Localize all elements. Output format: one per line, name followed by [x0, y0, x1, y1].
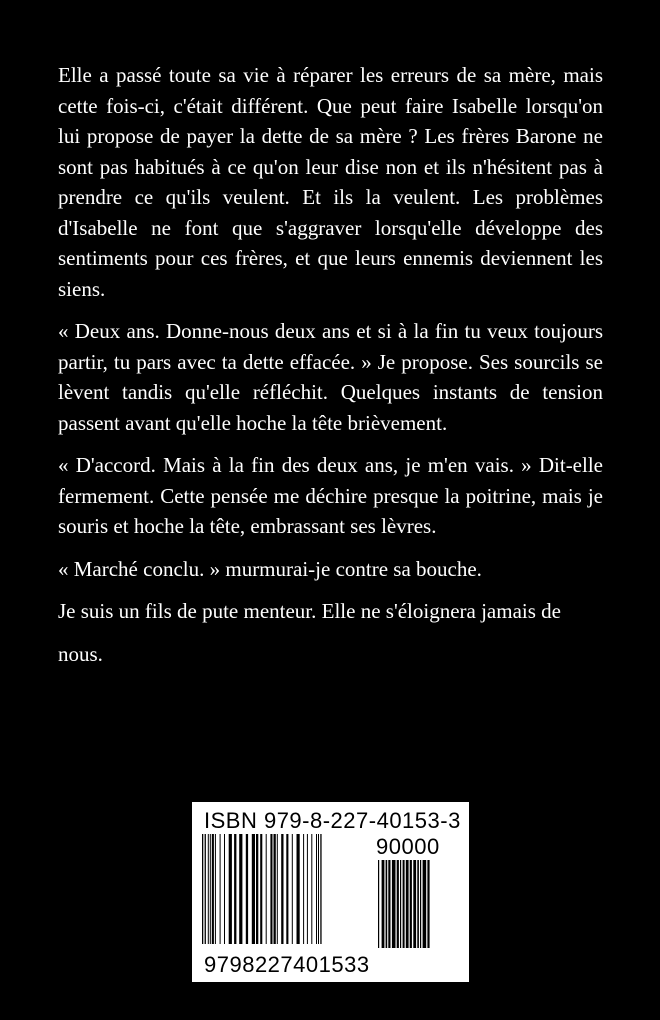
barcode-bar	[410, 860, 412, 948]
barcode-bar	[208, 834, 209, 944]
back-cover-blurb	[58, 60, 603, 681]
barcode-bar	[311, 834, 312, 944]
isbn-barcode	[192, 802, 469, 982]
barcode-bar	[392, 860, 396, 948]
barcode-bar	[220, 834, 221, 944]
barcode-bar	[202, 834, 203, 944]
barcode-bar	[420, 860, 421, 948]
barcode-bar	[252, 834, 255, 944]
barcode-bar	[413, 860, 416, 948]
barcode-bar	[270, 834, 272, 944]
barcode-bar	[382, 860, 385, 948]
price-code: 90000	[376, 834, 440, 859]
barcode-bar	[256, 834, 258, 944]
barcode-bar	[229, 834, 232, 944]
barcode-bar	[316, 834, 317, 944]
blurb-paragraph: « Deux ans. Donne-nous deux ans et si à la fin tu veux toujours partir, tu pars avec ta dette effacée. » Je propose. Ses sourcils se lèvent tandis qu'elle réfléchit. Quelques instants de tension passent avant qu'elle hoche la tête brièvement.	[58, 319, 603, 435]
barcode-bar	[281, 834, 283, 944]
barcode-bar	[303, 834, 304, 944]
barcode-bar	[388, 860, 390, 948]
ean-digits: 9798227401533	[204, 952, 370, 977]
barcode-bar	[234, 834, 236, 944]
barcode-bar	[286, 834, 288, 944]
barcode-bar	[378, 860, 379, 948]
ean13-barcode-bars	[202, 834, 370, 952]
barcode-bar	[239, 834, 242, 944]
barcode-bar	[277, 834, 278, 944]
barcode-bar	[260, 834, 262, 944]
barcode-bar	[403, 860, 405, 948]
blurb-paragraph: Je suis un fils de pute menteur. Elle ne s'éloignera jamais de	[58, 599, 561, 623]
barcode-bar	[406, 860, 409, 948]
isbn-label: ISBN 979-8-227-40153-3	[204, 808, 461, 833]
barcode-bar	[212, 834, 214, 944]
barcode-bar	[292, 834, 293, 944]
blurb-paragraph: Elle a passé toute sa vie à réparer les erreurs de sa mère, mais cette fois-ci, c'était différent. Que peut faire Isabelle lorsqu'on lui propose de payer la dette de sa mère ? Les frères Barone ne sont pas habitués à ce qu'on leur dise non et ils n'hésitent pas à prendre ce qu'ils veulent. Et ils la veulent. Les problèmes d'Isabelle ne font que s'aggraver lorsqu'elle développe des sentiments pour ces frères, et que leurs ennemis deviennent les siens.	[58, 63, 603, 301]
barcode-bar	[205, 834, 206, 944]
barcode-bar	[224, 834, 225, 944]
barcode-bar	[386, 860, 388, 948]
barcode-bar	[266, 834, 267, 944]
barcode-bar	[423, 860, 427, 948]
barcode-bar	[320, 834, 321, 944]
barcode-bar	[246, 834, 248, 944]
barcode-bar	[274, 834, 276, 944]
barcode-bar	[215, 834, 216, 944]
barcode-bar	[427, 860, 429, 948]
blurb-paragraph: nous.	[58, 641, 103, 666]
barcode-bar	[318, 834, 319, 944]
barcode-bar	[400, 860, 401, 948]
barcode-bar	[210, 834, 211, 944]
barcode-bar	[307, 834, 308, 944]
barcode-bar	[397, 860, 399, 948]
blurb-paragraph: « Marché conclu. » murmurai-je contre sa bouche.	[58, 556, 482, 581]
blurb-paragraph: « D'accord. Mais à la fin des deux ans, je m'en vais. » Dit-elle fermement. Cette pensée me déchire presque la poitrine, mais je souris et hoche la tête, embrassant ses lèvres.	[58, 453, 603, 538]
barcode-bar	[297, 834, 300, 944]
addon-barcode-bars	[378, 860, 458, 952]
barcode-bar	[417, 860, 419, 948]
